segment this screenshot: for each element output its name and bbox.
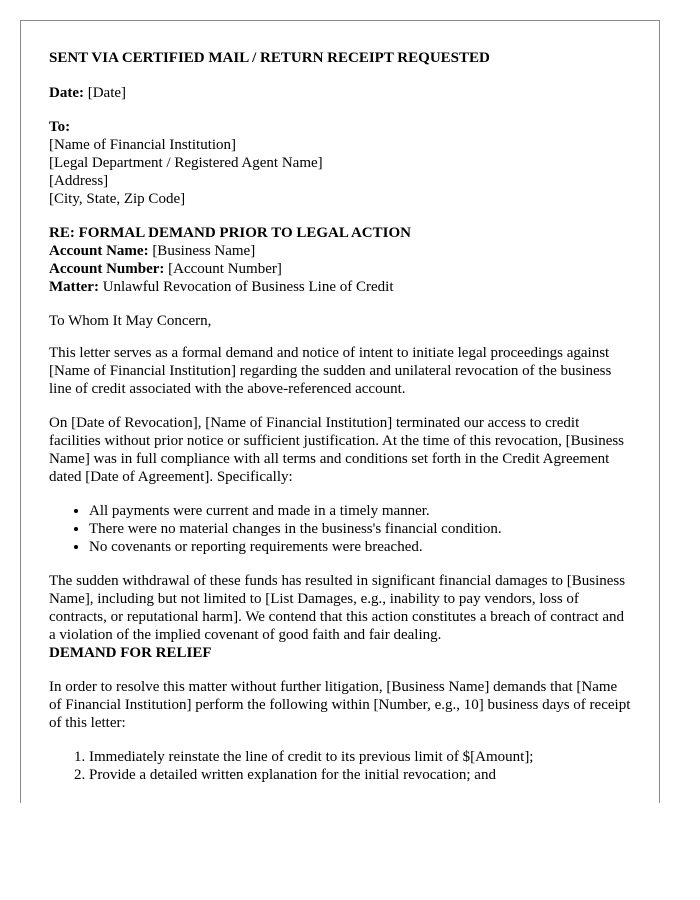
list-item: 1. Immediately reinstate the line of credit to its previous limit of $[Amount]; [89,748,631,766]
letter-page [20,20,660,803]
paragraph-intro: This letter serves as a formal demand and notice of intent to initiate legal proceedings against [Name of Financial Institution] regarding the sudden and unilateral revocation of the business line of credit associated with the above-referenced account. [49,345,612,397]
list-item: • All payments were current and made in a timely manner. [89,502,631,520]
to-label: To: [49,119,71,135]
list-item: • No covenants or reporting requirements were breached. [89,538,631,556]
date-label: Date: [49,85,84,101]
paragraph-demand: In order to resolve this matter without further litigation, [Business Name] demands that [Name of Financial Institution] perform the following within [Number, e.g., 10] business days of receipt of this letter: [49,679,631,731]
list-item: 2. Provide a detailed written explanation for the initial revocation; and [89,766,631,784]
re-line: RE: FORMAL DEMAND PRIOR TO LEGAL ACTION [49,225,411,241]
account-number-label: Account Number: [49,261,165,277]
compliance-list [49,502,631,556]
recipient-block [49,118,631,208]
matter-label: Matter: [49,279,99,295]
address-line: [Address] [49,173,109,189]
demand-list [49,748,631,784]
account-number-line [49,260,631,278]
date-line [49,84,631,102]
reference-block [49,224,631,296]
delivery-line: SENT VIA CERTIFIED MAIL / RETURN RECEIPT REQUESTED [49,50,490,66]
account-number-value: [Account Number] [168,261,282,277]
account-name-value: [Business Name] [152,243,256,259]
address-line: [Legal Department / Registered Agent Name] [49,155,323,171]
salutation: To Whom It May Concern, [49,313,212,329]
list-item: • There were no material changes in the business's financial condition. [89,520,631,538]
demand-heading: DEMAND FOR RELIEF [49,645,212,661]
matter-line [49,278,631,296]
paragraph-revocation: On [Date of Revocation], [Name of Financial Institution] terminated our access to credit facilities without prior notice or sufficient justification. At the time of this revocation, [Business Name] was in full compliance with all terms and conditions set forth in the Credit Agreement dated [Date of Agreement]. Specifically: [49,415,625,485]
date-value: [Date] [87,85,127,101]
account-name-label: Account Name: [49,243,149,259]
matter-value: Unlawful Revocation of Business Line of Credit [102,279,394,295]
account-name-line [49,242,631,260]
address-line: [Name of Financial Institution] [49,137,237,153]
paragraph-damages: The sudden withdrawal of these funds has resulted in significant financial damages to [Business Name], including but not limited to [List Damages, e.g., inability to pay vendors, loss of contracts, or reputational harm]. We contend that this action constitutes a breach of contract and a violation of the implied covenant of good faith and fair dealing. [49,573,626,643]
address-line: [City, State, Zip Code] [49,191,186,207]
letter-body [21,21,659,784]
